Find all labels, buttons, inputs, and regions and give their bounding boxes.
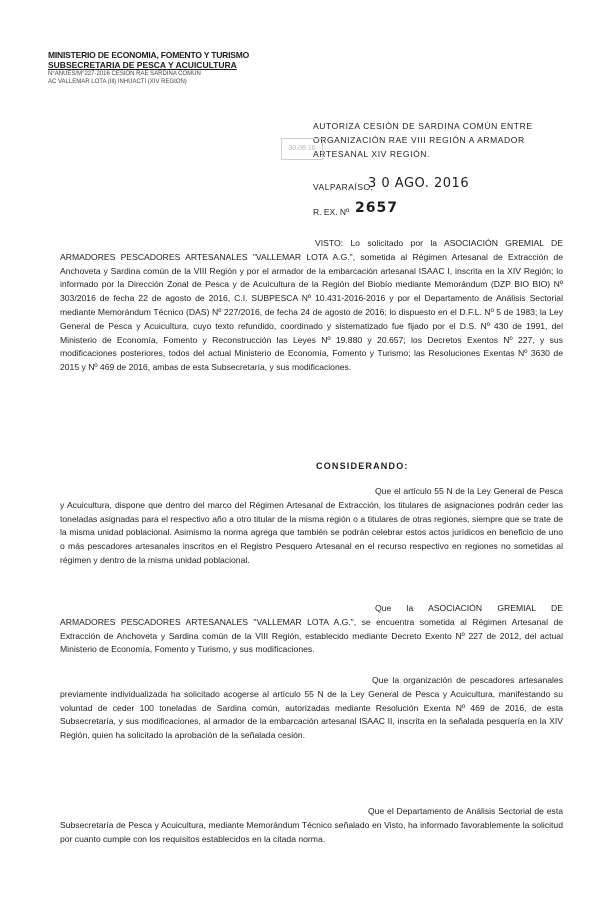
resolution-subject: AUTORIZA CESIÓN DE SARDINA COMÚN ENTRE ORGANIZACIÓN RAE VIII REGIÓN A ARMADOR ARTESANAL XIV REGIÓN. (313, 121, 533, 159)
reference-line: AC VALLEMAR LOTA (Ill) INHUACTI (XIV REGION) (48, 79, 187, 85)
considerando-paragraph: Que la ASOCIACIÓN GREMIAL DE ARMADORES PESCADORES ARTESANALES "VALLEMAR LOTA A.G.", se encuentra sometida al Régimen Artesanal de Extracción de Anchoveta y Sardina común de la VIII Región, establecido mediante Decreto Exento Nº 227 de 2012, del actual Ministerio de Economía, Fomento y Turismo, y sus modificaciones. (60, 603, 563, 655)
resolution-date: 3 0 AGO. 2016 (368, 176, 470, 191)
considerando-paragraph: Que la organización de pescadores artesanales previamente individualizada ha solicitado acogerse al artículo 55 N de la Ley General de Pesca y Acuicultura, manifestando su voluntad de ceder 100 toneladas de Sardina común, autorizadas mediante Resolución Exenta Nº 469 de 2016, de esta Subsecretaría, y sus modificaciones, al armador de la embarcación artesanal ISAAC II, inscrita en la señalada pesquería en la XIV Región, quien ha solicitado la aprobación de la señalada cesión. (60, 675, 563, 741)
visto-paragraph: VISTO: Lo solicitado por la ASOCIACIÓN GREMIAL DE ARMADORES PESCADORES ARTESANALES "VALLEMAR LOTA A.G.", sometida al Régimen Artesanal de Extracción de Anchoveta y Sardina común de la VIII Región y por el armador de la embarcación artesanal ISAAC I, inscrita en la XIV Región; lo informado por la Dirección Zonal de Pesca y de Acuicultura de la Región del Biobío mediante Memorándum (DZP BIO BIO) Nº 303/2016 de fecha 22 de agosto de 2016, C.I. SUBPESCA Nº 10.431-2016-2016 y por el Departamento de Análisis Sectorial mediante Memorándum Técnico (DAS) Nº 227/2016, de fecha 24 de agosto de 2016; lo dispuesto en el D.F.L. Nº 5 de 1983; la Ley General de Pesca y Acuicultura, cuyo texto refundido, coordinado y sistematizado fue fijado por el D.S. Nº 430 de 1991, del Ministerio de Economía, Fomento y Reconstrucción las Leyes Nº 19.880 y 20.657; los Decretos Exentos Nº 227, y sus modificaciones posteriores, todos del actual Ministerio de Economía, Fomento y Turismo; las Resoluciones Exentas Nº 3630 de 2015 y Nº 469 de 2016, ambas de esta Subsecretaría, y sus modificaciones. (60, 238, 563, 373)
considerando-heading: CONSIDERANDO: (316, 461, 409, 471)
considerando-paragraph: Que el Departamento de Análisis Sectorial de esta Subsecretaría de Pesca y Acuicultura, mediante Memorándum Técnico señalado en Visto, ha informado favorablemente la solicitud por cuanto cumple con los requisitos establecidos en la citada norma. (60, 806, 563, 844)
faded-stamp: 30.08.16 (281, 138, 323, 160)
reference-line: N°ANUES/M°227-2016 CESION RAE SARDINA COMUN (48, 71, 201, 77)
resolution-number: 2657 (355, 200, 398, 216)
letterhead (48, 50, 288, 86)
ministry-name: MINISTERIO DE ECONOMIA, FOMENTO Y TURISMO (48, 50, 250, 60)
resolution-number-label: R. EX. Nº (313, 207, 350, 217)
place-label: VALPARAÍSO, (313, 182, 374, 192)
considerando-paragraph: Que el artículo 55 N de la Ley General de Pesca y Acuicultura, dispone que dentro del marco del Régimen Artesanal de Extracción, los titulares de asignaciones podrán ceder las toneladas asignadas para el respectivo año a otro titular de la misma región o a titulares de otras regiones, siempre que se trate de la misma unidad poblacional. Asimismo la norma agrega que también se podrán celebrar estos actos jurídicos en beneficio de uno o más pescadores artesanales inscritos en el Registro Pesquero Artesanal en el recurso respectivo en regiones no sometidas al régimen y dentro de la misma unidad poblacional. (60, 486, 563, 565)
subsecretaria-name: SUBSECRETARIA DE PESCA Y ACUICULTURA (48, 60, 237, 70)
